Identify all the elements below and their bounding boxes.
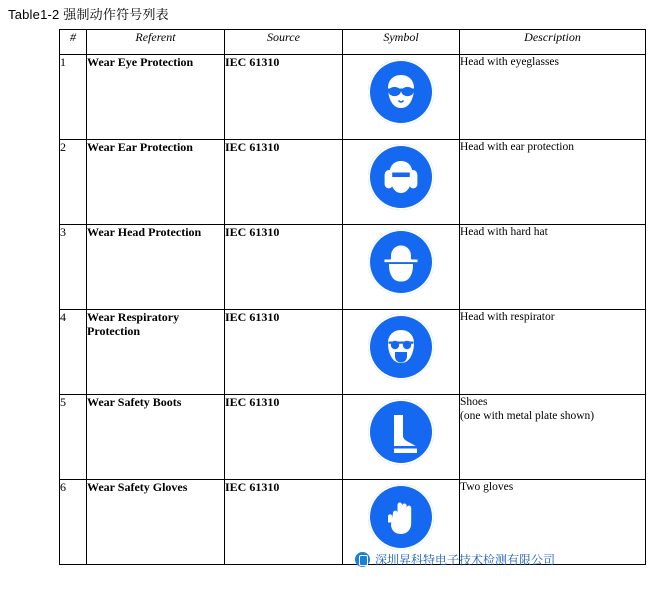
row-source: IEC 61310 bbox=[225, 140, 343, 225]
row-referent: Wear Eye Protection bbox=[87, 55, 225, 140]
row-source: IEC 61310 bbox=[225, 395, 343, 480]
row-description bbox=[460, 55, 646, 140]
row-symbol-cell bbox=[343, 140, 460, 225]
table-row bbox=[60, 395, 646, 480]
column-header-symbol: Symbol bbox=[343, 30, 460, 55]
table-row bbox=[60, 225, 646, 310]
wear-safety-gloves-icon bbox=[368, 484, 434, 550]
wear-eye-protection-icon bbox=[368, 59, 434, 125]
page-title: Table1-2 强制动作符号列表 bbox=[8, 7, 169, 22]
column-header-source: Source bbox=[225, 30, 343, 55]
row-number: 5 bbox=[60, 395, 87, 480]
watermark-text: 深圳昇科特电子技术检测有限公司 bbox=[375, 553, 556, 567]
row-description bbox=[460, 310, 646, 395]
wear-ear-protection-icon bbox=[368, 144, 434, 210]
row-source: IEC 61310 bbox=[225, 225, 343, 310]
row-referent: Wear Safety Boots bbox=[87, 395, 225, 480]
mandatory-action-symbols-table bbox=[59, 29, 640, 565]
description-line-1: Head with eyeglasses bbox=[460, 56, 559, 68]
company-logo-icon bbox=[355, 552, 370, 567]
row-referent: Wear Respiratory Protection bbox=[87, 310, 225, 395]
row-symbol-cell bbox=[343, 395, 460, 480]
column-header-referent: Referent bbox=[87, 30, 225, 55]
wear-respiratory-protection-icon bbox=[368, 314, 434, 380]
wear-safety-boots-icon bbox=[368, 399, 434, 465]
row-description bbox=[460, 140, 646, 225]
description-line-2: (one with metal plate shown) bbox=[460, 410, 595, 422]
column-header-number: # bbox=[60, 30, 87, 55]
row-referent: Wear Safety Gloves bbox=[87, 480, 225, 565]
row-symbol-cell bbox=[343, 225, 460, 310]
row-source: IEC 61310 bbox=[225, 310, 343, 395]
row-number: 4 bbox=[60, 310, 87, 395]
wear-head-protection-icon bbox=[368, 229, 434, 295]
watermark bbox=[355, 551, 555, 568]
table-header-row bbox=[60, 30, 646, 55]
row-referent: Wear Ear Protection bbox=[87, 140, 225, 225]
row-number: 6 bbox=[60, 480, 87, 565]
row-description bbox=[460, 225, 646, 310]
row-symbol-cell bbox=[343, 55, 460, 140]
description-line-1: Head with hard hat bbox=[460, 226, 548, 238]
column-header-description: Description bbox=[460, 30, 646, 55]
table-row bbox=[60, 310, 646, 395]
row-source: IEC 61310 bbox=[225, 480, 343, 565]
row-source: IEC 61310 bbox=[225, 55, 343, 140]
description-line-1: Two gloves bbox=[460, 481, 514, 493]
row-referent: Wear Head Protection bbox=[87, 225, 225, 310]
row-number: 1 bbox=[60, 55, 87, 140]
description-line-1: Head with ear protection bbox=[460, 141, 574, 153]
description-line-1: Shoes bbox=[460, 396, 488, 408]
row-description bbox=[460, 395, 646, 480]
row-symbol-cell bbox=[343, 310, 460, 395]
table-row bbox=[60, 55, 646, 140]
table-row bbox=[60, 140, 646, 225]
description-line-1: Head with respirator bbox=[460, 311, 555, 323]
row-number: 3 bbox=[60, 225, 87, 310]
row-number: 2 bbox=[60, 140, 87, 225]
table-row bbox=[60, 480, 646, 565]
